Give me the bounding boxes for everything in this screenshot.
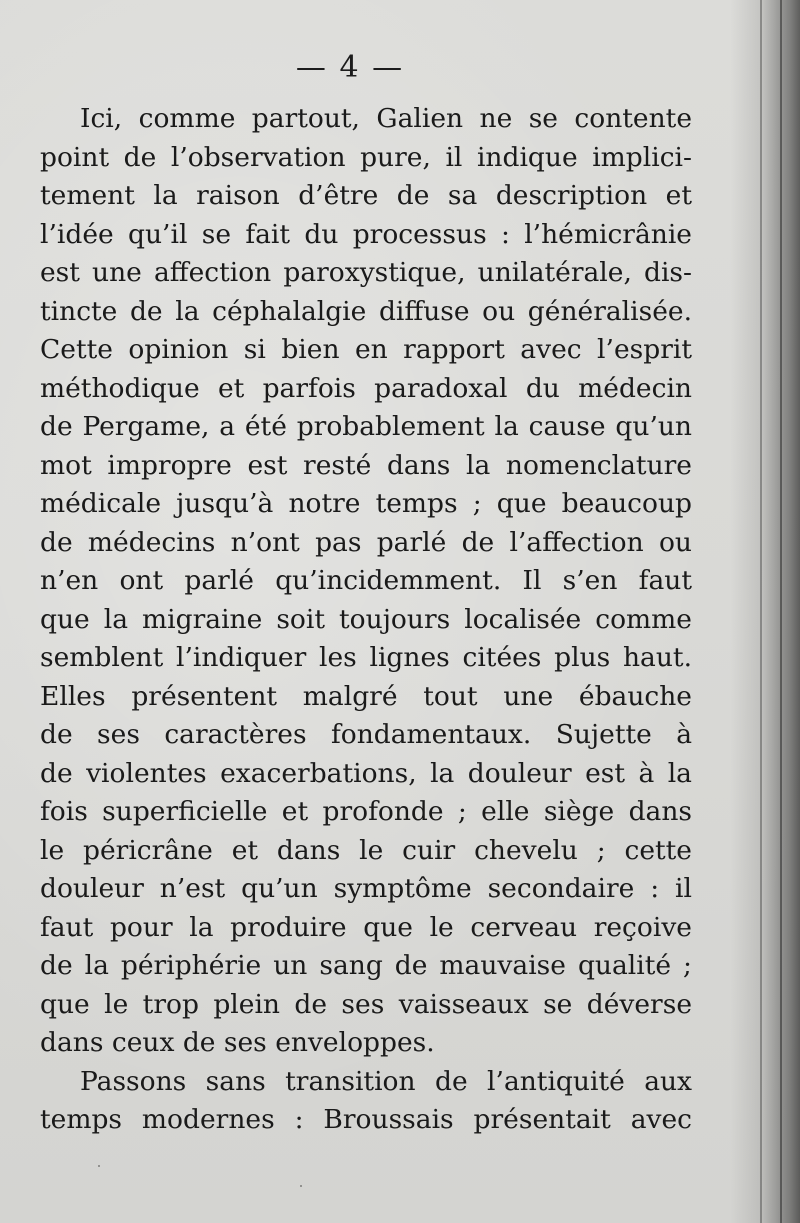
text-line: fois superficielle et profonde ; elle siège dans [40,796,692,827]
text-line: temps modernes : Broussais présentait avec [40,1104,692,1135]
text-line: n’en ont parlé qu’incidemment. Il s’en faut [40,565,692,596]
text-line: méthodique et parfois paradoxal du médecin [40,372,692,404]
ink-speck [98,1165,100,1167]
text-line: douleur n’est qu’un symptôme secondaire : il [40,873,692,904]
text-line: de ses caractères fondamentaux. Sujette à [40,719,692,750]
text-line: que le trop plein de ses vaisseaux se déverse [40,988,692,1020]
text-line: de Pergame, a été probablement la cause qu’un [40,411,692,442]
page-edge-line [760,0,762,1223]
text-line: faut pour la produire que le cerveau reçoive [40,911,692,943]
text-line: l’idée qu’il se fait du processus : l’hémicrânie [40,218,692,250]
text-line: Elles présentent malgré tout une ébauche [40,680,692,712]
ink-speck [300,1185,302,1187]
text-line: tement la raison d’être de sa description et [40,180,692,211]
text-line: Cette opinion si bien en rapport avec l’esprit [40,334,692,365]
text-line: tincte de la céphalalgie diffuse ou généralisée. [40,295,692,327]
text-line: est une affection paroxystique, unilatérale, dis- [40,257,692,288]
page-edge-line [780,0,782,1223]
text-line: Ici, comme partout, Galien ne se contente [80,103,692,134]
page-number: — 4 — [295,50,405,85]
text-line: de médecins n’ont pas parlé de l’affection ou [40,526,692,558]
text-line: dans ceux de ses enveloppes. [40,1027,435,1058]
text-line: que la migraine soit toujours localisée comme [40,603,692,635]
page-gutter-shadow [730,0,800,1223]
body-text [40,100,692,1140]
text-line: point de l’observation pure, il indique implici- [40,141,692,173]
text-line: de violentes exacerbations, la douleur est à la [40,757,692,789]
text-line: de la périphérie un sang de mauvaise qualité ; [40,950,692,981]
text-line: médicale jusqu’à notre temps ; que beaucoup [40,488,692,519]
text-line: Passons sans transition de l’antiquité aux [80,1065,692,1097]
text-line: semblent l’indiquer les lignes citées plus haut. [40,642,692,673]
text-line: le péricrâne et dans le cuir chevelu ; cette [40,834,692,866]
text-line: mot impropre est resté dans la nomenclature [40,449,692,481]
